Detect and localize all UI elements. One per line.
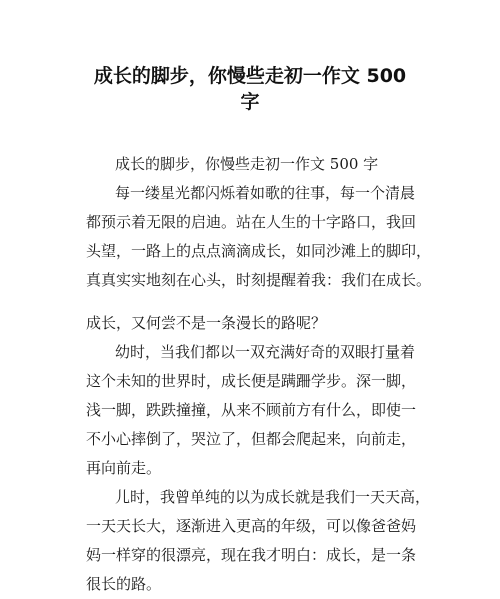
title-line-2: 字	[240, 91, 260, 113]
paragraph-line: 一天天长大，逐渐进入更高的年级，可以像爸爸妈	[86, 517, 417, 535]
paragraph-line: 再向前走。	[86, 459, 162, 477]
paragraph-line: 不小心摔倒了，哭泣了，但都会爬起来，向前走，	[86, 430, 417, 448]
article-body	[86, 150, 432, 599]
paragraph-line: 儿时，我曾单纯的以为成长就是我们一天天高，	[115, 488, 431, 506]
paragraph-line: 这个未知的世界时，成长便是蹒跚学步。深一脚，	[86, 372, 417, 390]
paragraph-line: 很长的路。	[86, 575, 162, 593]
paragraph-gap	[86, 295, 426, 309]
paragraph-line: 妈一样穿的很漂亮，现在我才明白：成长，是一条	[86, 546, 417, 564]
subtitle-line: 成长的脚步，你慢些走初一作文 500 字	[115, 155, 379, 173]
title-line-1: 成长的脚步，你慢些走初一作文 500	[93, 65, 407, 87]
paragraph-line: 幼时，当我们都以一双充满好奇的双眼打量着	[115, 343, 416, 361]
paragraph-line: 浅一脚，跌跌撞撞，从来不顾前方有什么，即使一	[86, 401, 417, 419]
page-title	[60, 63, 440, 115]
paragraph-line: 都预示着无限的启迪。站在人生的十字路口，我回	[86, 213, 417, 231]
paragraph-line: 头望，一路上的点点滴滴成长，如同沙滩上的脚印，	[86, 242, 432, 260]
paragraph-line: 每一缕星光都闪烁着如歌的往事，每一个清晨	[115, 184, 416, 202]
paragraph-line: 真真实实地刻在心头，时刻提醒着我：我们在成长。	[86, 271, 432, 289]
paragraph-line: 成长，又何尝不是一条漫长的路呢？	[86, 314, 327, 332]
